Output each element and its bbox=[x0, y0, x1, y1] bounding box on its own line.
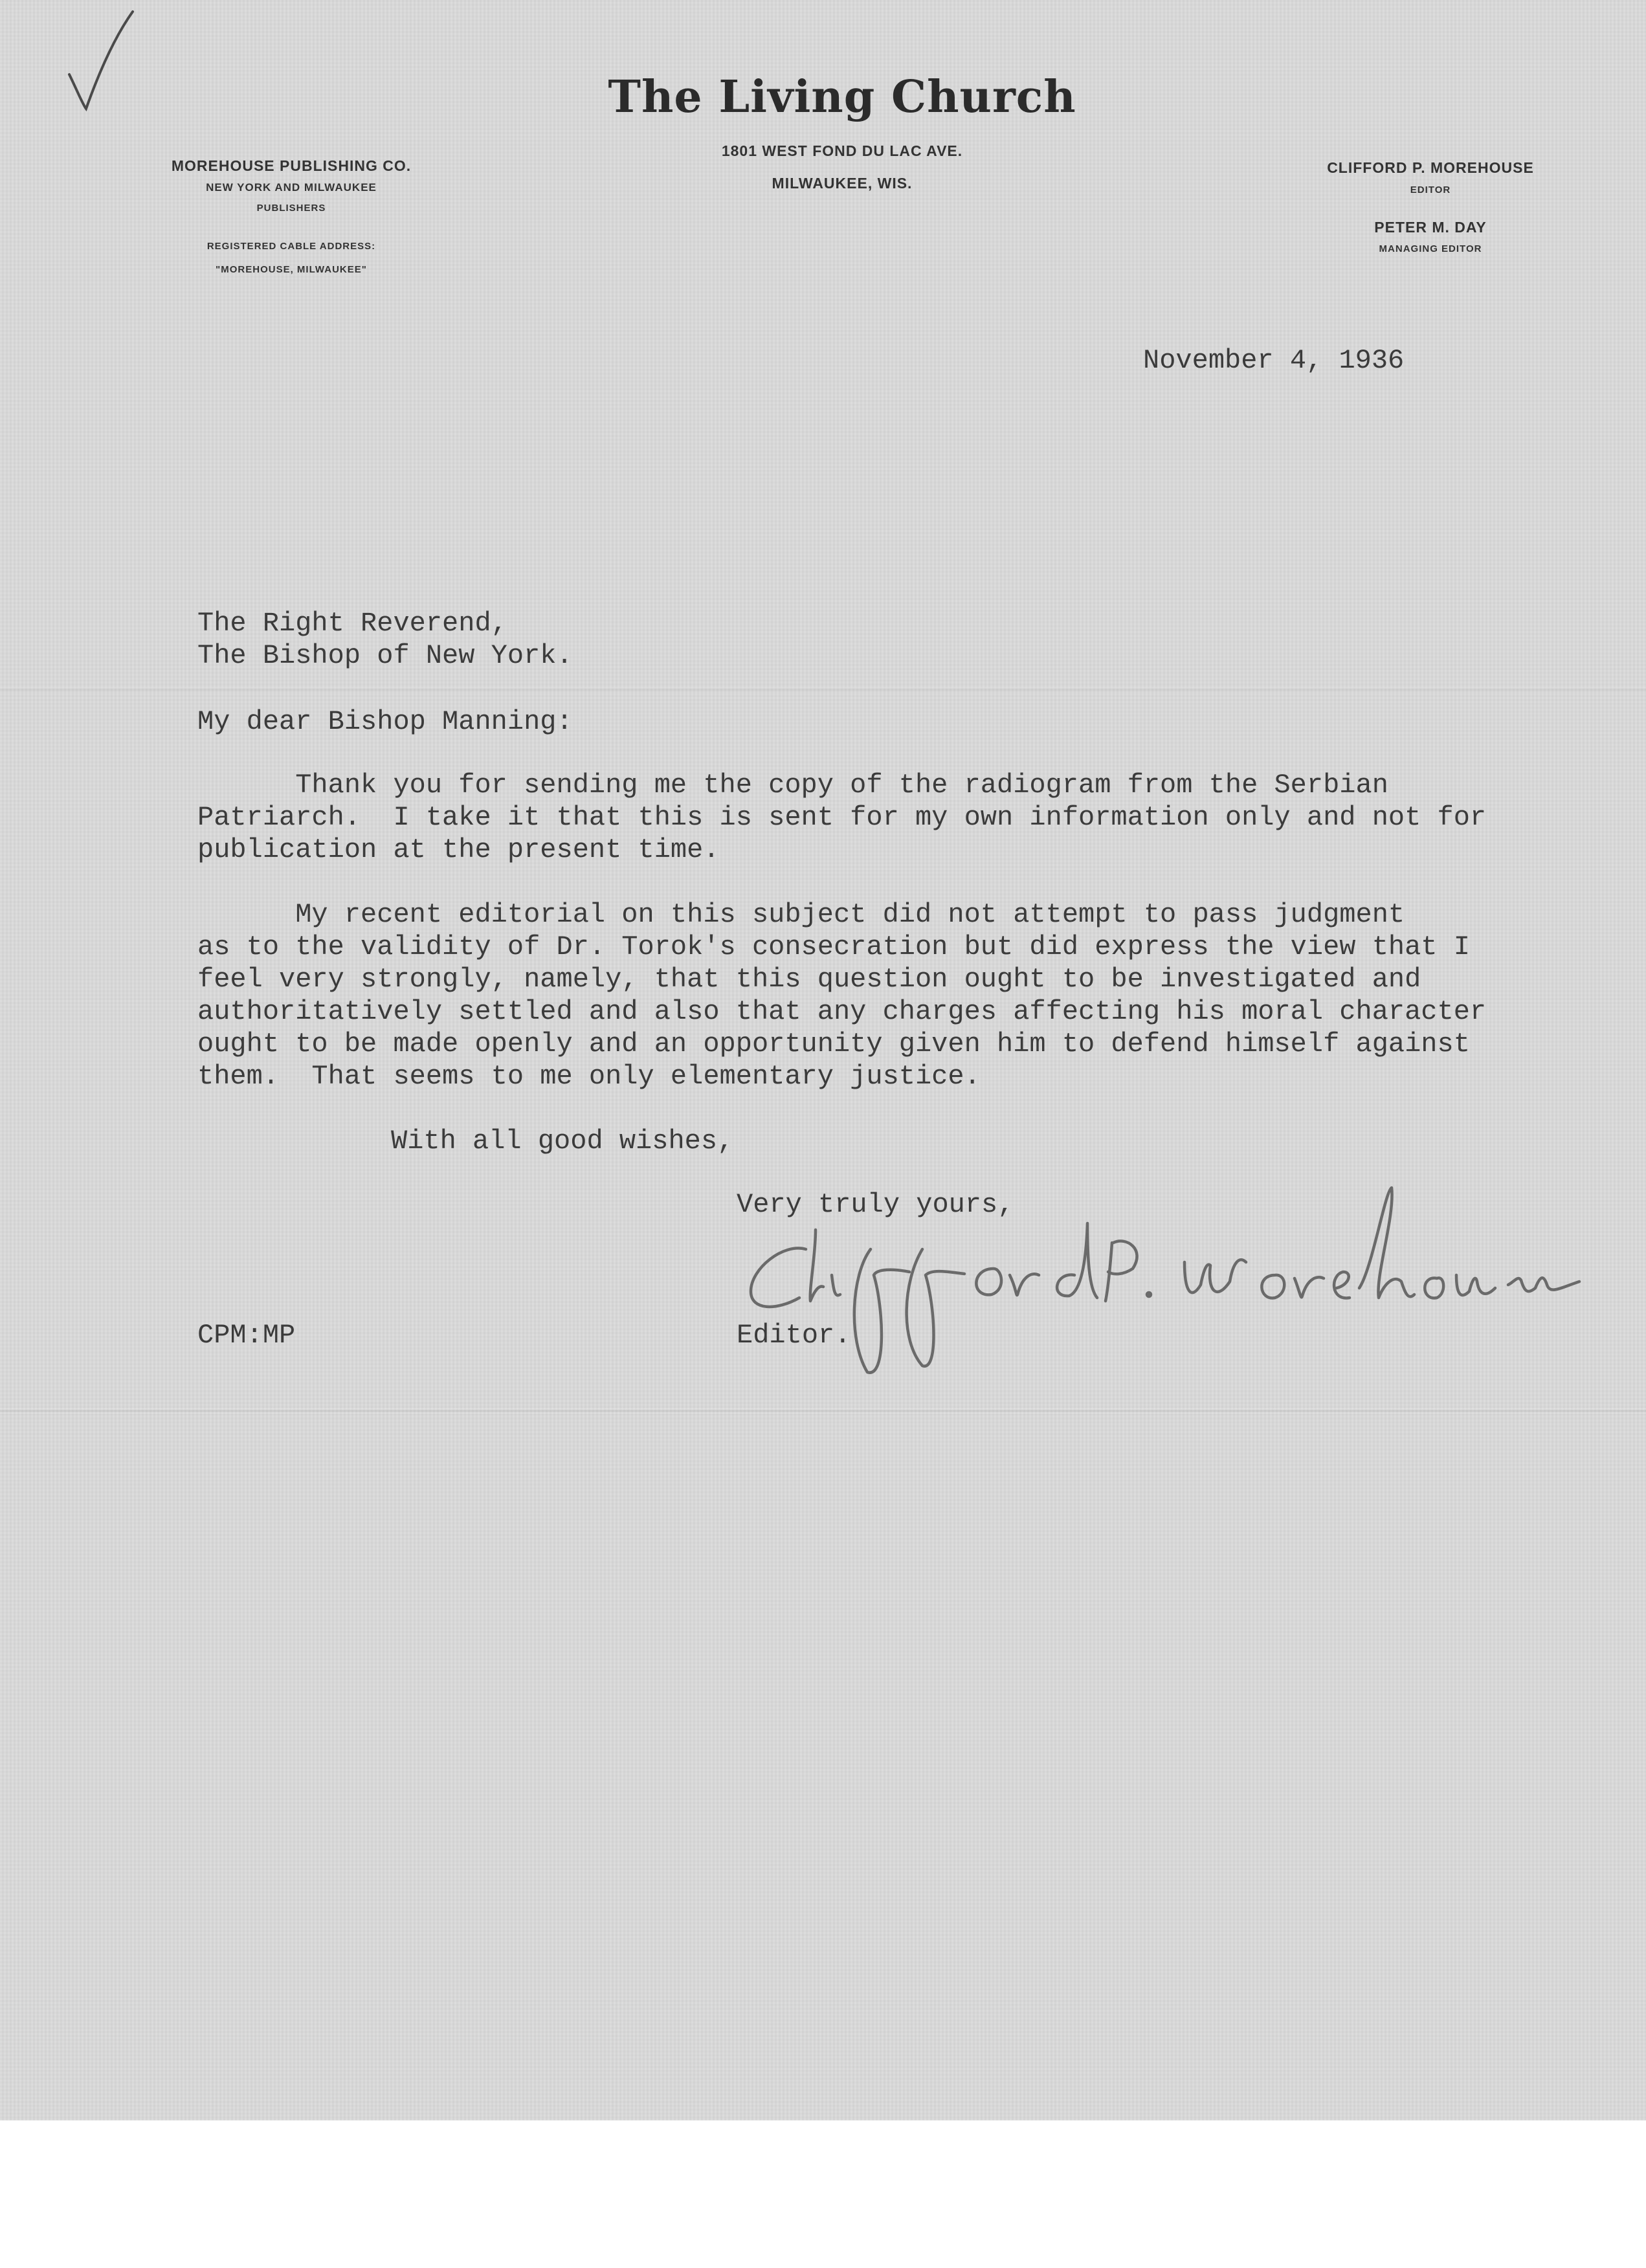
body-line: as to the validity of Dr. Torok's consecration but did express the view that I bbox=[197, 931, 1470, 962]
managing-editor-title: MANAGING EDITOR bbox=[1379, 243, 1482, 254]
publisher-cities: NEW YORK AND MILWAUKEE bbox=[206, 181, 377, 194]
body-line: publication at the present time. bbox=[197, 834, 720, 865]
body-line: feel very strongly, namely, that this question ought to be investigated and bbox=[197, 964, 1421, 995]
body-line: authoritatively settled and also that any charges affecting his moral character bbox=[197, 996, 1487, 1027]
publisher-name: MOREHOUSE PUBLISHING CO. bbox=[171, 157, 412, 174]
recipient-line-2: The Bishop of New York. bbox=[197, 640, 573, 671]
salutation: My dear Bishop Manning: bbox=[197, 706, 573, 737]
good-wishes: With all good wishes, bbox=[391, 1126, 734, 1157]
editor-title: EDITOR bbox=[1410, 184, 1451, 195]
masthead-title: The Living Church bbox=[608, 71, 1076, 123]
cable-address-label: REGISTERED CABLE ADDRESS: bbox=[206, 241, 376, 252]
body-line: ought to be made openly and an opportunity given him to defend himself against bbox=[197, 1028, 1470, 1060]
signer-title: Editor. bbox=[737, 1320, 851, 1351]
body-line: Thank you for sending me the copy of the radiogram from the Serbian bbox=[197, 770, 1388, 801]
body-line: My recent editorial on this subject did not attempt to pass judgment bbox=[197, 899, 1405, 930]
managing-editor-name: PETER M. DAY bbox=[1374, 219, 1487, 236]
handwritten-signature bbox=[738, 1178, 1618, 1398]
body-line: Patriarch. I take it that this is sent for my own information only and not for bbox=[197, 802, 1487, 833]
body-line: them. That seems to me only elementary justice. bbox=[197, 1061, 981, 1092]
letter-date: November 4, 1936 bbox=[1143, 345, 1405, 376]
recipient-line-1: The Right Reverend, bbox=[197, 608, 507, 639]
paper-fold bbox=[0, 1408, 1646, 1414]
paper-fold bbox=[0, 687, 1646, 693]
closing: Very truly yours, bbox=[737, 1189, 1014, 1220]
check-mark-icon bbox=[61, 6, 139, 117]
editor-name: CLIFFORD P. MOREHOUSE bbox=[1327, 159, 1534, 176]
typist-initials: CPM:MP bbox=[197, 1320, 296, 1351]
cable-address-value: "MOREHOUSE, MILWAUKEE" bbox=[216, 264, 367, 275]
publisher-role: PUBLISHERS bbox=[256, 203, 326, 214]
address-line-2: MILWAUKEE, WIS. bbox=[772, 175, 913, 192]
address-line-1: 1801 WEST FOND DU LAC AVE. bbox=[721, 142, 963, 159]
